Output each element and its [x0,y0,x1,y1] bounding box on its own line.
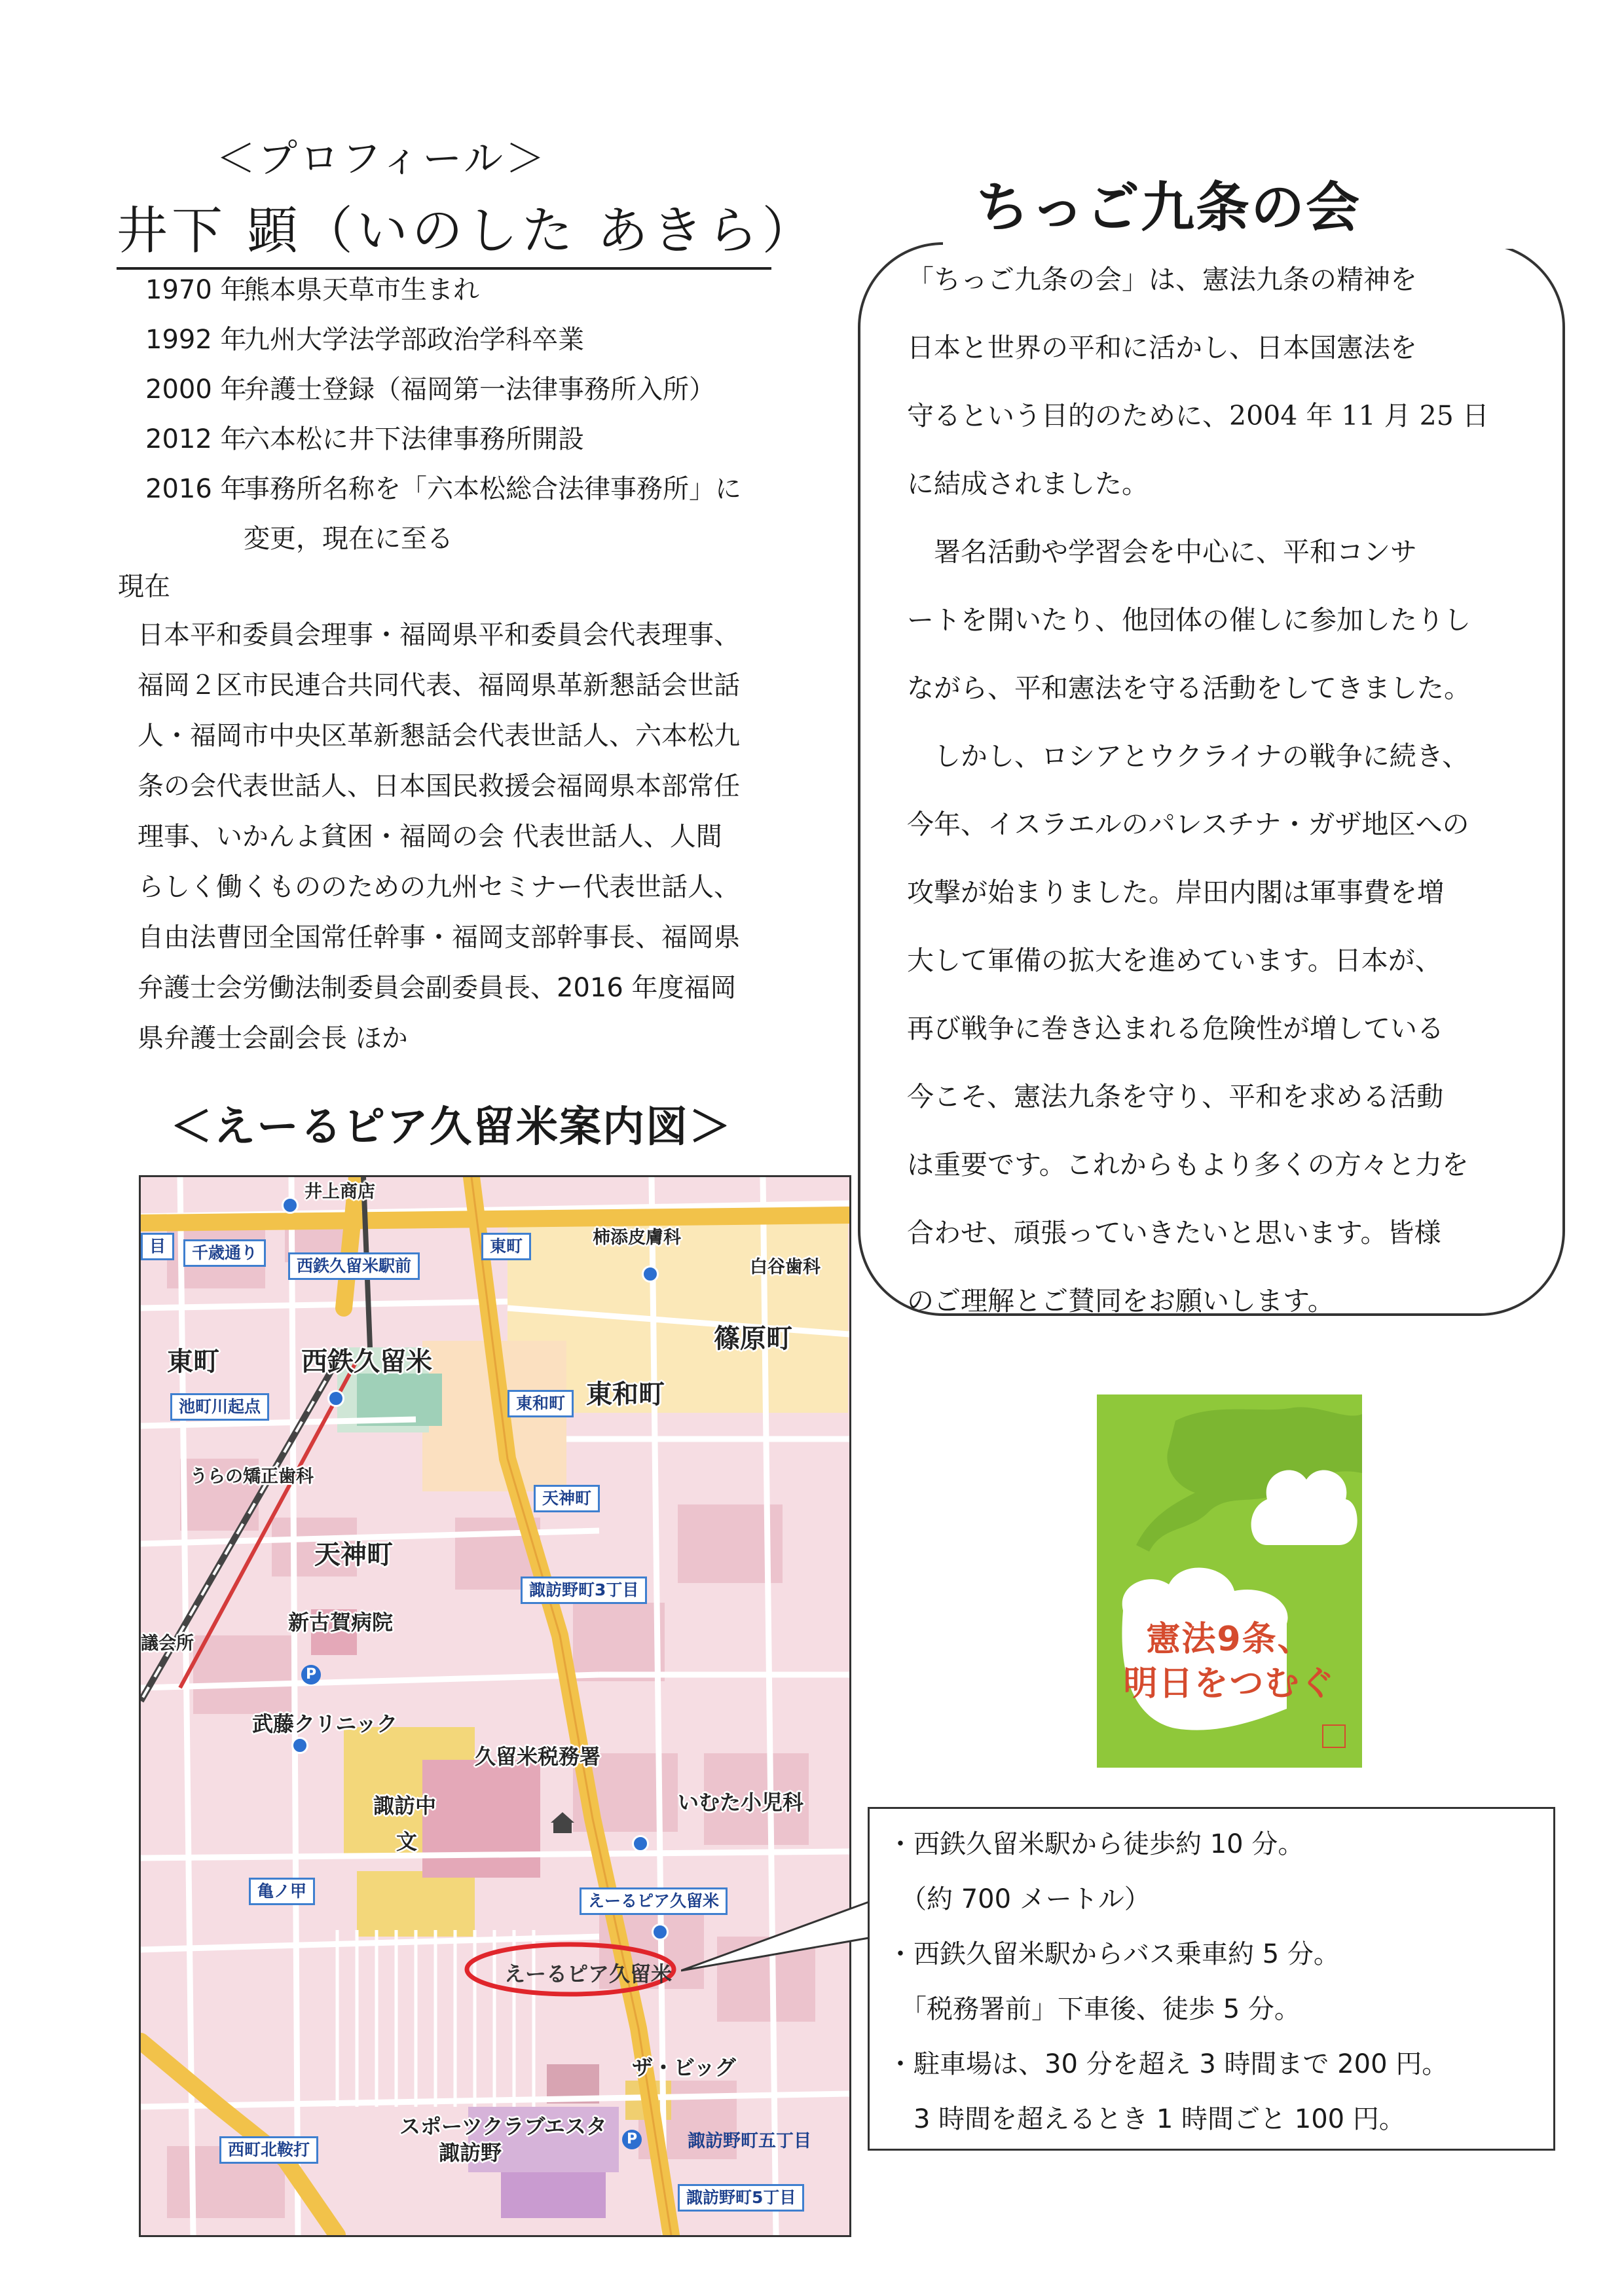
bus-stop-towa-machi: 東和町 [507,1390,574,1417]
career-list [145,265,800,564]
bus-stop-marker-icon [282,1197,299,1214]
bus-stop-aile-pia: えーるピア久留米 [580,1887,728,1915]
bus-stop-left-edge: 目 [141,1233,174,1260]
bus-stop-suwano-3: 諏訪野町3丁目 [521,1576,647,1604]
bus-stop-ikemachigawa: 池町川起点 [170,1393,269,1421]
parking-icon: P [622,2130,642,2149]
career-item [145,365,800,414]
profile-name: 井下 顕（いのした あきら） [117,190,771,270]
career-text: 弁護士登録（福岡第一法律事務所入所） [244,374,715,405]
org-title: ちっご九条の会 [976,176,1361,239]
label-shinohara-machi: 篠原町 [714,1324,792,1354]
career-text: 事務所名称を「六本松総合法律事務所」に [244,474,741,504]
label-suwano: 諏訪野 [439,2140,502,2165]
career-year: 2012 年 [145,424,247,454]
profile-heading: ＜プロフィール＞ [216,136,547,182]
bus-stop-marker-icon [652,1923,669,1941]
callout-tail [681,1899,877,1977]
role-line: 人・福岡市中央区革新懇話会代表世話人、六本松九 [138,721,740,751]
org-line: に結成されました。 [907,468,1149,500]
label-nishitetsu-kurume: 西鉄久留米 [301,1347,432,1377]
label-muto-clinic: 武藤クリニック [252,1711,398,1736]
access-line: ・西鉄久留米駅から徒歩約 10 分。 [887,1829,1304,1859]
label-shinkoga-hospital: 新古賀病院 [288,1610,394,1635]
org-line: 守るという目的のために、2004 年 11 月 25 日 [907,400,1489,431]
access-line: （約 700 メートル） [887,1884,1151,1914]
org-line: 大して軍備の拡大を進めています。日本が、 [907,945,1442,976]
bus-stop-marker-icon [632,1835,649,1852]
role-line: 福岡２区市民連合共同代表、福岡県革新懇話会世話 [138,670,740,701]
role-line: 理事、いかんよ貧困・福岡の会 代表世話人、人間 [138,822,722,852]
label-school-mark: 文 [396,1829,418,1854]
label-shiratani-dental: 白谷歯科 [750,1257,821,1277]
label-kurume-tax-office: 久留米税務署 [475,1744,601,1769]
bus-stop-higashi-machi: 東町 [481,1233,531,1260]
org-line: ながら、平和憲法を守る活動をしてきました。 [907,672,1471,704]
org-line: のご理解とご賛同をお願いします。 [907,1285,1335,1317]
parking-icon: P [301,1665,321,1685]
org-line: 今年、イスラエルのパレスチナ・ガザ地区への [907,809,1469,840]
access-line: 「税務署前」下車後、徒歩 5 分。 [887,1994,1301,2024]
org-line: 合わせ、頑張っていきたいと思います。皆様 [907,1217,1441,1248]
label-kakizoe-dental: 柿添皮膚科 [593,1228,681,1248]
access-line: 3 時間を超えるとき 1 時間ごと 100 円。 [887,2104,1405,2134]
access-line: ・西鉄久留米駅からバス乗車約 5 分。 [887,1939,1340,1969]
current-roles [138,610,773,1064]
role-line: らしく働くもののための九州セミナー代表世話人、 [138,872,740,902]
org-line: しかし、ロシアとウクライナの戦争に続き、 [907,740,1469,772]
poster-title-line: 憲法9条、 [1146,1620,1313,1659]
career-item [145,464,800,514]
role-line: 日本平和委員会理事・福岡県平和委員会代表理事、 [138,620,740,650]
career-item [145,414,800,464]
access-line: ・駐車場は、30 分を超え 3 時間まで 200 円。 [887,2049,1449,2079]
label-tenjin-machi: 天神町 [314,1540,393,1570]
label-suwa-junior-high: 諏訪中 [373,1793,437,1818]
role-line: 弁護士会労働法制委員会副委員長、2016 年度福岡 [138,973,737,1003]
org-line: 「ちっご九条の会」は、憲法九条の精神を [907,264,1417,295]
org-line: は重要です。これからもより多くの方々と力を [907,1149,1469,1180]
career-item-continuation [145,514,800,564]
org-line: 今こそ、憲法九条を守り、平和を求める活動 [907,1081,1444,1112]
label-the-big: ザ・ビッグ [632,2055,736,2080]
bus-stop-chitose-dori: 千歳通り [183,1239,266,1267]
station-icon [327,1390,344,1407]
label-suwano-5b: 諏訪野町五丁目 [688,2131,811,2151]
label-sports-club: スポーツクラブエスタ [399,2114,607,2139]
poster-image [1097,1394,1362,1768]
label-urano-dental: うらの矯正歯科 [190,1467,314,1487]
poster-title-line: 明日をつむぐ [1123,1664,1336,1704]
label-top-partial: 井上商店 [304,1182,375,1202]
label-higashi-machi: 東町 [167,1347,219,1377]
bus-stop-tenjin-machi: 天神町 [534,1485,600,1512]
org-line: ートを開いたり、他団体の催しに参加したりし [907,604,1471,636]
poster-artwork [1097,1394,1362,1768]
career-text: 六本松に井下法律事務所開設 [244,424,584,454]
bus-stop-kamenoko: 亀ノ甲 [249,1878,315,1905]
org-description [907,246,1529,1335]
career-year: 1992 年 [145,325,247,355]
access-info [887,1817,1549,2147]
role-line: 条の会代表世話人、日本国民救援会福岡県本部常任 [138,771,740,801]
career-text: 九州大学法学部政治学科卒業 [244,325,584,355]
career-year: 1970 年 [145,275,247,305]
org-line: 再び戦争に巻き込まれる危険性が増している [907,1013,1444,1044]
career-year: 2000 年 [145,374,247,405]
org-line: 日本と世界の平和に活かし、日本国憲法を [907,332,1417,363]
label-towa-machi: 東和町 [586,1379,665,1410]
bus-stop-nishimachi-kitamuta: 西町北鞍打 [219,2136,318,2164]
map-title: ＜えーるピア久留米案内図＞ [170,1103,732,1152]
label-aile-pia-destination: えーるピア久留米 [504,1961,673,1986]
area-map [139,1175,851,2237]
bus-stop-marker-icon [642,1266,659,1283]
role-line: 県弁護士会副会長 ほか [138,1023,408,1053]
career-text: 熊本県天草市生まれ [244,275,479,305]
career-year: 2016 年 [145,474,247,504]
bus-stop-nishitetsu-kurume-eki-mae: 西鉄久留米駅前 [288,1252,420,1280]
poster-title [1097,1617,1362,1706]
career-text: 変更，現在に至る [244,524,453,554]
label-imuta-pediatrics: いむた小児科 [678,1790,804,1815]
label-kaigisho: 議会所 [141,1633,194,1654]
bus-stop-suwano-5: 諏訪野町5丁目 [678,2184,804,2212]
career-item [145,265,800,315]
bus-stop-marker-icon [291,1737,308,1754]
current-label: 現在 [118,572,170,602]
org-line: 攻撃が始まりました。岸田内閣は軍事費を増 [907,877,1444,908]
role-line: 自由法曹団全国常任幹事・福岡支部幹事長、福岡県 [138,922,740,953]
org-line: 署名活動や学習会を中心に、平和コンサ [907,536,1417,568]
career-item [145,315,800,365]
